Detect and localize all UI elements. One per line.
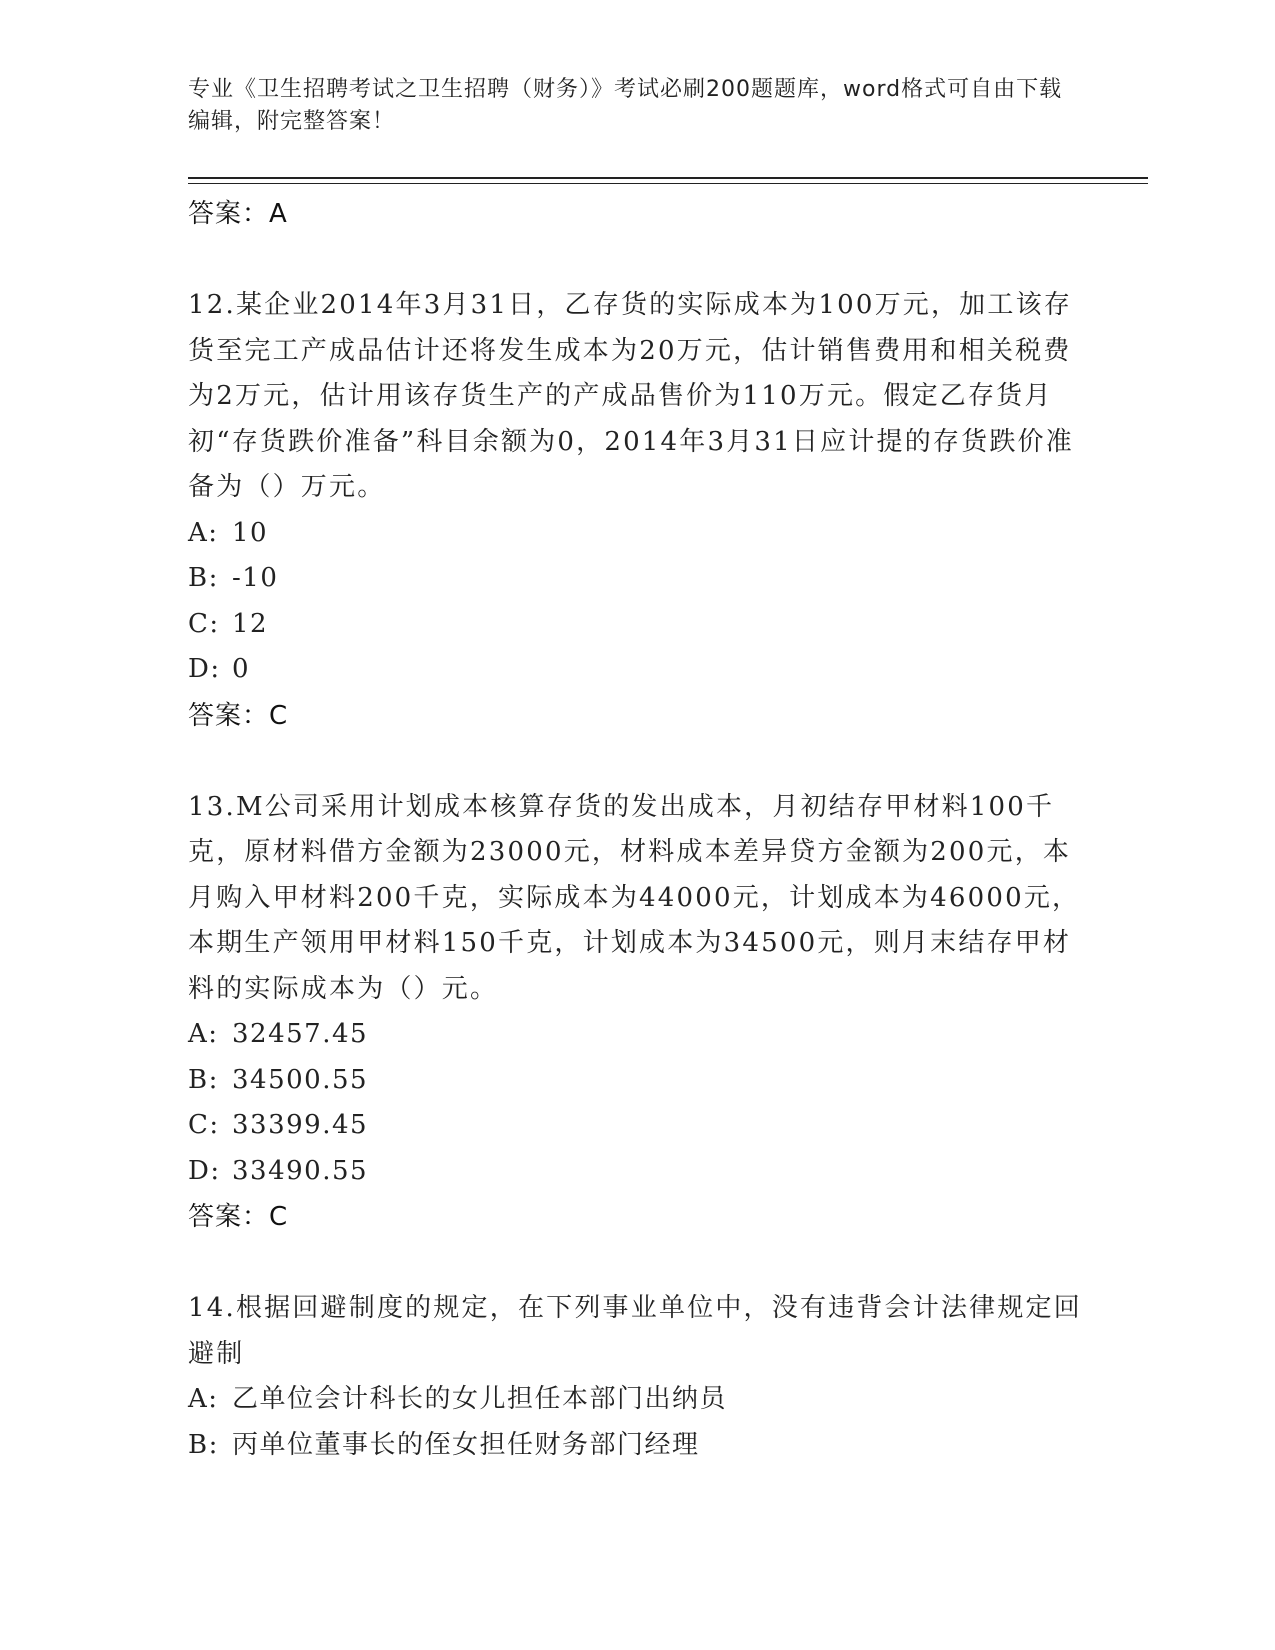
option-letter: D: — [188, 654, 221, 684]
option-text: 乙单位会计科长的女儿担任本部门出纳员 — [232, 1384, 728, 1414]
option-c — [188, 1103, 1088, 1149]
option-text: 34500.55 — [232, 1064, 369, 1095]
answer-line: 答案：C — [188, 1202, 289, 1232]
question-text: 12.某企业2014年3月31日，乙存货的实际成本为100万元，加工该存货至完工产成品估计还将发生成本为20万元，估计销售费用和相关税费为2万元，估计用该存货生产的产成品售价为110万元。假定乙存货月初“存货跌价准备”科目余额为0，2014年3月31日应计提的存货跌价准备为（）万元。 — [188, 290, 1074, 502]
question-block — [188, 283, 1088, 739]
option-letter: C: — [188, 1110, 220, 1140]
page-header: 专业《卫生招聘考试之卫生招聘（财务）》考试必刷200题题库，word格式可自由下载编辑，附完整答案！ — [188, 77, 1063, 134]
option-letter: B: — [188, 563, 219, 593]
question-text: 14.根据回避制度的规定，在下列事业单位中，没有违背会计法律规定回避制 — [188, 1293, 1082, 1369]
option-text: -10 — [232, 563, 279, 593]
option-letter: C: — [188, 608, 220, 639]
option-letter: B: — [188, 1429, 219, 1460]
option-text: 丙单位董事长的侄女担任财务部门经理 — [232, 1429, 700, 1460]
option-text: 32457.45 — [232, 1019, 369, 1049]
option-text: 0 — [232, 654, 251, 684]
document-body — [188, 191, 1088, 1468]
question-text: 13.M公司采用计划成本核算存货的发出成本，月初结存甲材料100千克，原材料借方金额为23000元，材料成本差异贷方金额为200元，本月购入甲材料200千克，实际成本为44000元，计划成本为46000元，本期生产领用甲材料150千克，计划成本为34500元，则月末结存甲材料的实际成本为（）元。 — [188, 791, 1081, 1004]
question-block — [188, 785, 1088, 1241]
option-text: 33399.45 — [232, 1110, 369, 1140]
option-d — [188, 647, 1088, 693]
option-a — [188, 1377, 1088, 1423]
answer-line: 答案：C — [188, 700, 289, 731]
option-text: 10 — [232, 517, 269, 548]
option-b — [188, 1423, 1088, 1469]
option-c — [188, 602, 1088, 648]
option-text: 12 — [232, 608, 269, 639]
question-block — [188, 1286, 1088, 1468]
option-letter: D: — [188, 1155, 221, 1186]
option-b — [188, 1058, 1088, 1104]
option-letter: B: — [188, 1064, 219, 1095]
header-divider-thin — [188, 183, 1148, 184]
option-a — [188, 1012, 1088, 1058]
option-b — [188, 556, 1088, 602]
option-d — [188, 1149, 1088, 1195]
option-text: 33490.55 — [232, 1155, 369, 1186]
option-letter: A: — [188, 517, 219, 548]
option-a — [188, 511, 1088, 557]
option-letter: A: — [188, 1384, 219, 1414]
option-letter: A: — [188, 1019, 219, 1049]
answer-line: 答案：A — [188, 199, 288, 229]
header-divider-thick — [188, 177, 1148, 179]
